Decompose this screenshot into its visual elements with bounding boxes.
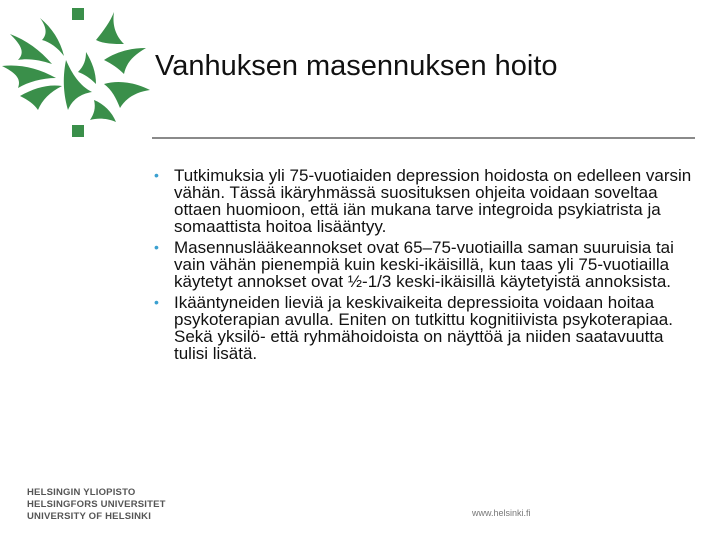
bullet-list bbox=[152, 167, 692, 366]
website-url: www.helsinki.fi bbox=[472, 508, 531, 518]
bullet-text: Masennuslääkeannokset ovat 65–75-vuotiailla saman suuruisia tai vain vähän pienempiä kuin keski-ikäisillä, kun taas yli 75-vuotiailla käytetyt annokset ovat ½-1/3 keski-ikäisillä käytetyistä annoksista. bbox=[174, 238, 674, 291]
bullet-item bbox=[152, 167, 692, 235]
bullet-text: Tutkimuksia yli 75-vuotiaiden depression hoidosta on edelleen varsin vähän. Tässä ikäryhmässä suosituksen ohjeita voidaan soveltaa ottaen huomioon, että iän mukana tarve integroida psykiatrista ja somaattista hoitoa lisääntyy. bbox=[174, 166, 692, 236]
university-name-en: UNIVERSITY OF HELSINKI bbox=[27, 511, 152, 522]
bullet-text: Ikääntyneiden lieviä ja keskivaikeita depressioita voidaan hoitaa psykoterapian avulla. Eniten on tutkittu kognitiivista psykoterapiaa. Sekä yksilö- että ryhmähoidoista on näyttöä ja niiden saatavuutta tulisi lisätä. bbox=[174, 293, 673, 363]
bullet-marker: • bbox=[154, 239, 159, 255]
bullet-item bbox=[152, 239, 692, 290]
university-name-sv: HELSINGFORS UNIVERSITET bbox=[27, 499, 166, 510]
helsinki-university-flame-logo-icon bbox=[0, 0, 160, 145]
title-divider bbox=[152, 137, 695, 139]
bullet-marker: • bbox=[154, 294, 159, 310]
university-name-fi: HELSINGIN YLIOPISTO bbox=[27, 487, 136, 498]
university-name bbox=[27, 487, 166, 523]
bullet-marker: • bbox=[154, 167, 159, 183]
bullet-item bbox=[152, 294, 692, 362]
slide-title: Vanhuksen masennuksen hoito bbox=[155, 50, 558, 82]
